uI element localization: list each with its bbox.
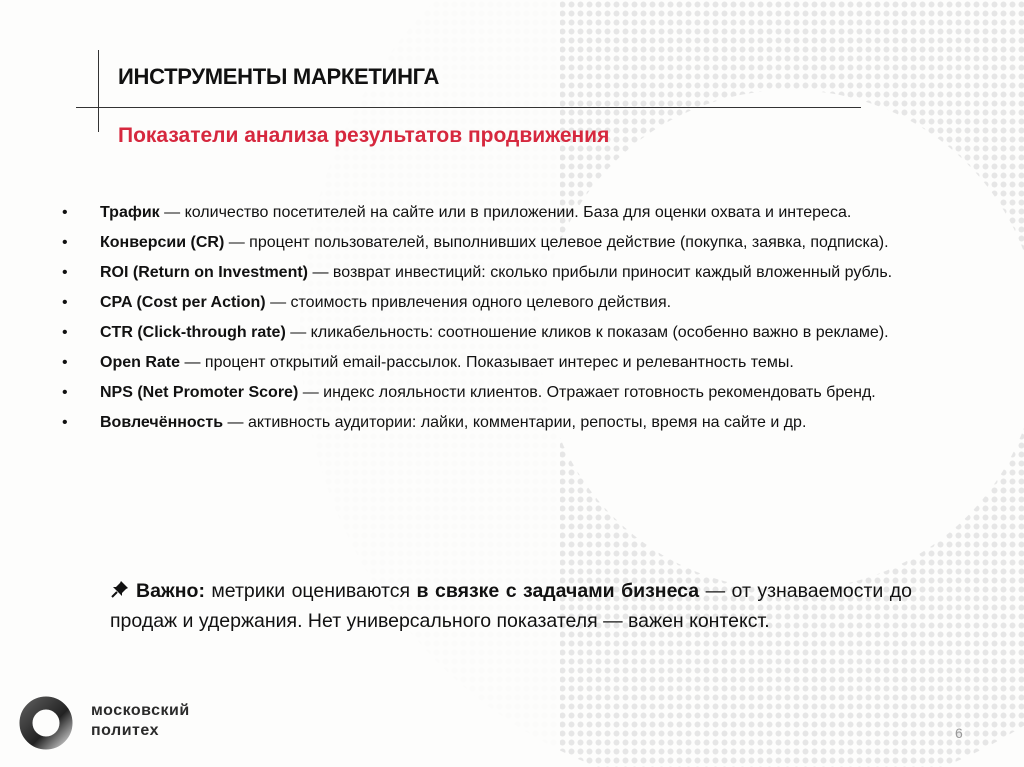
term: Вовлечённость <box>100 414 224 431</box>
logo-line: политех <box>91 722 159 739</box>
term: Трафик <box>100 204 160 221</box>
list-item <box>62 201 967 225</box>
list-item <box>62 411 967 435</box>
bullet: • <box>62 324 68 341</box>
page-number: 6 <box>955 725 963 741</box>
list-item <box>62 231 967 255</box>
bullet: • <box>62 204 68 221</box>
list-item <box>62 261 967 285</box>
description: — активность аудитории: лайки, комментарии, репосты, время на сайте и др. <box>223 414 807 431</box>
description: — процент пользователей, выполнивших целевое действие (покупка, заявка, подписка). <box>224 234 889 251</box>
description: — кликабельность: соотношение кликов к показам (особенно важно в рекламе). <box>285 324 889 341</box>
description: — стоимость привлечения одного целевого действия. <box>265 294 672 311</box>
description: — индекс лояльности клиентов. Отражает готовность рекомендовать бренд. <box>298 384 876 401</box>
bullet: • <box>62 354 68 371</box>
term: ROI (Return on Investment) <box>100 264 309 281</box>
metrics-list <box>62 201 967 441</box>
page-subtitle: Показатели анализа результатов продвижения <box>118 124 610 147</box>
important-note <box>110 576 912 636</box>
bullet: • <box>62 414 68 431</box>
bullet: • <box>62 234 68 251</box>
description: — процент открытий email-рассылок. Показывает интерес и релевантность темы. <box>180 354 794 371</box>
page-title: ИНСТРУМЕНТЫ МАРКЕТИНГА <box>118 64 440 89</box>
horizontal-rule <box>76 107 861 108</box>
description: — возврат инвестиций: сколько прибыли приносит каждый вложенный рубль. <box>308 264 893 281</box>
list-item <box>62 321 967 345</box>
note-text: — от узнаваемости до продаж и удержания. Нет универсального показателя — важен контекст. <box>110 580 912 632</box>
description: — количество посетителей на сайте или в приложении. База для оценки охвата и интереса. <box>159 204 852 221</box>
list-item <box>62 381 967 405</box>
vertical-rule <box>98 50 99 132</box>
bullet: • <box>62 264 68 281</box>
list-item <box>62 291 967 315</box>
note-text: метрики оцениваются <box>204 580 417 602</box>
bullet: • <box>62 294 68 311</box>
term: Open Rate <box>100 354 181 371</box>
logo-ring-icon <box>18 695 74 751</box>
bullet: • <box>62 384 68 401</box>
note-label: Важно: <box>136 580 205 602</box>
logo-text <box>91 701 190 741</box>
term: NPS (Net Promoter Score) <box>100 384 299 401</box>
pushpin-icon <box>110 579 130 599</box>
logo-line: московский <box>91 702 190 719</box>
term: Конверсии (CR) <box>100 234 225 251</box>
term: CTR (Click-through rate) <box>100 324 286 341</box>
list-item <box>62 351 967 375</box>
term: CPA (Cost per Action) <box>100 294 266 311</box>
note-emphasis: в связке с задачами бизнеса <box>416 580 700 602</box>
